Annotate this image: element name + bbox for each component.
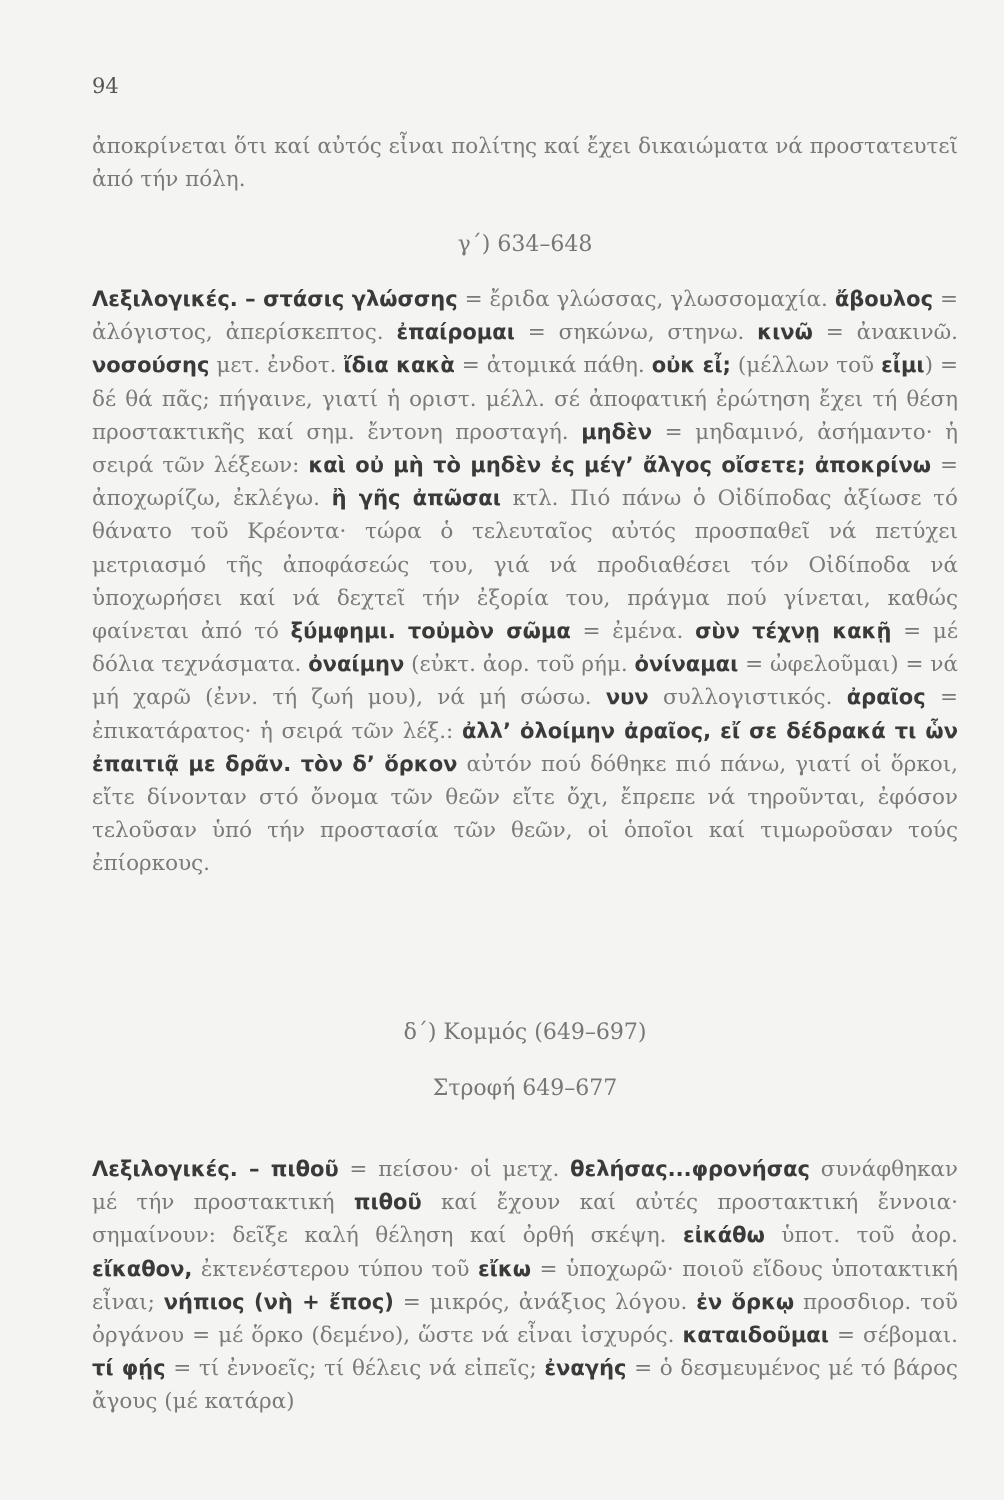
bold-term: νοσούσης	[92, 353, 210, 378]
bold-term: εἴκαθον,	[92, 1256, 193, 1281]
text-run: = ὠφελοῦμαι) = νά μή χαρῶ (ἐνν. τή ζωή μου), νά μή σώσω.	[92, 652, 958, 711]
bold-term: ξύμφημι. τοὐμὸν σῶμα	[290, 619, 571, 644]
bold-term: οὐκ εἶ;	[651, 353, 731, 378]
bold-term: κινῶ	[757, 320, 813, 345]
text-run: = μικρός, ἀνάξιος λόγου.	[393, 1289, 697, 1315]
bold-term: καταιδοῦμαι	[682, 1323, 829, 1348]
bold-term: ἐναγής	[544, 1356, 627, 1381]
text-run: (εὐκτ. ἀορ. τοῦ ρήμ.	[404, 652, 635, 678]
text-run: συλλογιστικός.	[648, 685, 847, 711]
bold-term: ἀλλ’ ὀλοίμην ἀραῖος, εἴ σε δέδρακά τι ὧν ἐπαιτιᾷ με δρᾶν. τὸν δ’ ὅρκον	[92, 718, 958, 776]
text-run: = σέβομαι.	[828, 1323, 958, 1349]
section-heading-d: δ΄) Κομμός (649–697)	[403, 1020, 647, 1045]
text-run: = ἐμένα.	[570, 619, 696, 645]
page-number: 94	[92, 74, 119, 98]
text-run: μετ. ἐνδοτ.	[209, 353, 344, 379]
text-run: προσδιορ. τοῦ ὀργάνου = μέ ὅρκο (δεμένο), ὥστε νά εἶναι ἰσχυρός.	[92, 1289, 958, 1349]
bold-term: θελήσας...φρονήσας	[570, 1157, 810, 1181]
bold-term: τί φῄς	[92, 1356, 166, 1381]
text-run: = ὁ δεσμευμένος μέ τό βάρος ἄγους (μέ κατάρα)	[92, 1356, 958, 1415]
bold-term: ἴδια κακὰ	[343, 353, 455, 378]
text-run: ἐκτενέστερου τύπου τοῦ	[192, 1256, 478, 1282]
text-run: ) = δέ θά πᾶς; πήγαινε, γιατί ἡ οριστ. μέλλ. σέ ἀποφατική ἐρώτηση ἔχει τή θέση προστακτικῆς καί σημ. ἔντονη προσταγή.	[92, 353, 958, 445]
bold-term: ὀναίμην	[308, 652, 405, 677]
text-run: = ἀλόγιστος, ἀπερίσκεπτος.	[92, 287, 959, 346]
text-run: = τί ἐννοεῖς; τί θέλεις νά εἰπεῖς;	[165, 1356, 545, 1382]
bold-term: ἐν ὅρκῳ	[696, 1289, 795, 1314]
text-run: ὑποτ. τοῦ ἀορ.	[764, 1223, 958, 1249]
text-run: = ἀτομικά πάθη.	[454, 353, 652, 379]
text-run: (μέλλων τοῦ	[730, 353, 882, 379]
text-run: αὐτόν πού δόθηκε πιό πάνω, γιατί οἱ ὅρκοι, εἴτε δίνονταν στό ὄνομα τῶν θεῶν εἴτε ὄχι, ἔπρεπε νά τηροῦνται, ἐφόσον τελοῦσαν ὑπό τήν προστασία τῶν θεῶν, οἱ ὁποῖοι καί τιμωροῦσαν τούς ἐπίορκους.	[92, 751, 958, 877]
bold-term: ὀνίναμαι	[634, 652, 739, 677]
text-run: καί ἔχουν καί αὐτές προστακτική ἔννοια· σημαίνουν: δεῖξε καλή θέληση καί ὀρθή σκέψη.	[92, 1190, 958, 1249]
text-run: = σηκώνω, στηνω.	[514, 320, 758, 346]
text-run: κτλ. Πιό πάνω ὁ Οἰδίποδας ἀξίωσε τό θάνατο τοῦ Κρέοντα· τώρα ὁ τελευταῖος αὐτός προσπαθεῖ νά πετύχει μετριασμό τῆς ἀποφάσεώς του, γιά νά προδιαθέσει τόν Οἰδίποδα νά ὑποχωρήσει καί νά δεχτεῖ τήν ἐξορία του, πράγμα πού γίνεται, καθώς φαίνεται ἀπό τό	[92, 486, 959, 645]
text-run: = ἀποχωρίζω, ἐκλέγω.	[92, 453, 959, 512]
text-run: ἀποκρίνεται ὅτι καί αὐτός εἶναι πολίτης καί ἔχει δικαιώματα νά προστατευτεῖ ἀπό τήν πόλη.	[92, 134, 958, 193]
bold-term: ἄβουλος	[834, 287, 934, 311]
text-run: = μέ δόλια τεχνάσματα.	[92, 619, 958, 678]
text-run: = μηδαμινό, ἀσήμαντο· ἡ σειρά τῶν λέξεων:	[92, 419, 958, 479]
paragraph-2	[92, 283, 958, 881]
bold-term: Λεξιλογικές. – πιθοῦ	[92, 1157, 339, 1181]
bold-term: μηδὲν	[581, 419, 653, 444]
text-run: = ἐπικατάρατος· ἡ σειρά τῶν λέξ.:	[92, 685, 958, 744]
section-heading-strophe: Στροφή 649–677	[432, 1076, 618, 1101]
text-run: = πείσου· οἱ μετχ.	[338, 1157, 571, 1182]
paragraph-3	[92, 1153, 958, 1419]
bold-term: πιθοῦ	[353, 1190, 422, 1215]
bold-term: ἢ γῆς ἀπῶσαι	[331, 486, 501, 511]
text-run: συνάφθηκαν μέ τήν προστακτική	[92, 1157, 958, 1216]
section-heading-g: γ΄) 634–648	[457, 232, 593, 257]
text-run: = ὑποχωρῶ· ποιοῦ εἴδους ὑποτακτική εἶναι;	[92, 1256, 959, 1315]
bold-term: νυν	[605, 685, 649, 710]
bold-term: ἀραῖος	[846, 685, 926, 710]
text-run: = ἀνακινῶ.	[812, 320, 958, 346]
bold-term: εἶμι	[881, 353, 925, 378]
bold-term: Λεξιλογικές. – στάσις γλώσσης	[92, 287, 458, 311]
text-run: = ἔριδα γλώσσας, γλωσσομαχία.	[457, 287, 835, 312]
bold-term: εἴκω	[477, 1256, 532, 1281]
paragraph-1	[92, 130, 958, 196]
bold-term: νήπιος (νὴ + ἔπος)	[163, 1289, 394, 1314]
bold-term: σὺν τέχνῃ κακῇ	[695, 619, 892, 644]
bold-term: καὶ οὐ μὴ τὸ μηδὲν ἐς μέγ’ ἄλγος οἴσετε; ἀποκρίνω	[308, 453, 932, 478]
bold-term: εἰκάθω	[682, 1223, 765, 1248]
bold-term: ἐπαίρομαι	[396, 320, 515, 345]
